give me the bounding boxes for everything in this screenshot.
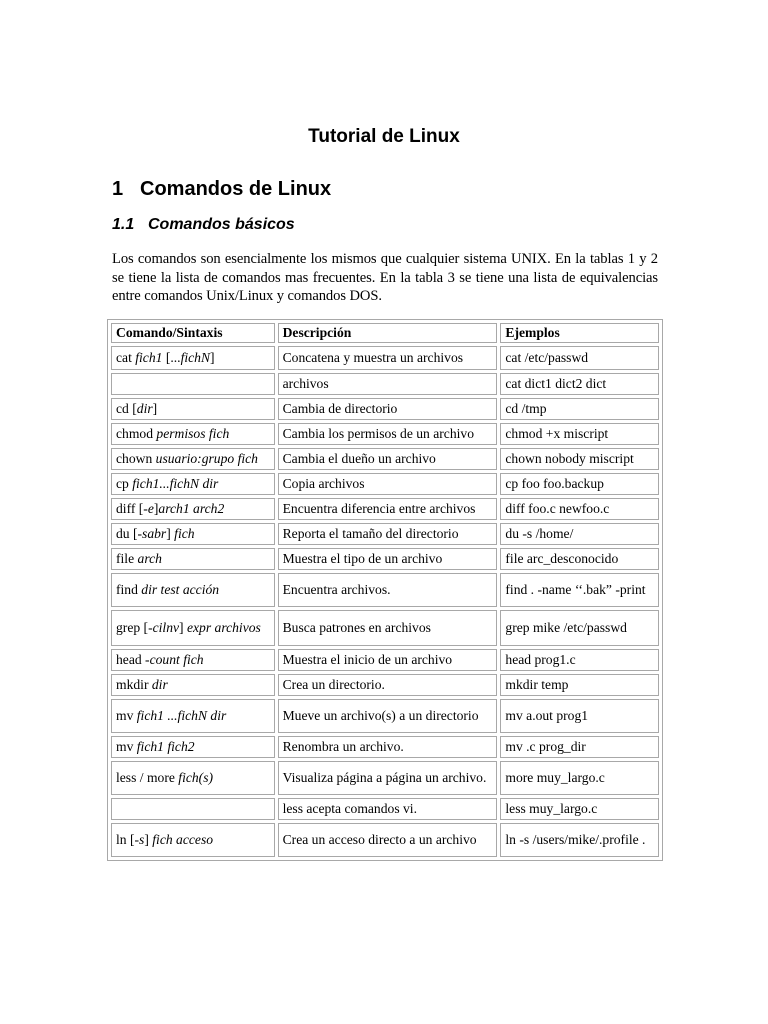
command-argument: fich(s) bbox=[178, 770, 214, 785]
table-row bbox=[111, 699, 659, 733]
command-text: du [- bbox=[116, 526, 143, 541]
header-command: Comando/Sintaxis bbox=[111, 323, 275, 343]
cell-command bbox=[111, 674, 275, 696]
cell-description: Cambia de directorio bbox=[278, 398, 498, 420]
cell-example: file arc_desconocido bbox=[500, 548, 659, 570]
cell-description: Concatena y muestra un archivos bbox=[278, 346, 498, 370]
cell-command bbox=[111, 346, 275, 370]
header-examples: Ejemplos bbox=[500, 323, 659, 343]
command-argument: dir bbox=[151, 677, 168, 692]
command-text: mv bbox=[116, 708, 137, 723]
table-row bbox=[111, 798, 659, 820]
command-text: cd [ bbox=[116, 401, 137, 416]
command-argument: sabr bbox=[142, 526, 167, 541]
table-row bbox=[111, 736, 659, 758]
cell-description: Encuentra archivos. bbox=[278, 573, 498, 607]
cell-command bbox=[111, 798, 275, 820]
cell-command bbox=[111, 823, 275, 857]
command-text: ] bbox=[152, 401, 158, 416]
cell-description: Visualiza página a página un archivo. bbox=[278, 761, 498, 795]
command-text: [... bbox=[162, 350, 181, 365]
cell-example: diff foo.c newfoo.c bbox=[500, 498, 659, 520]
cell-example: mv .c prog_dir bbox=[500, 736, 659, 758]
document-title: Tutorial de Linux bbox=[308, 126, 460, 147]
command-text: ln [- bbox=[116, 832, 140, 847]
subsection-number: 1.1 bbox=[112, 216, 135, 233]
subsection-title: Comandos básicos bbox=[148, 216, 295, 233]
cell-description: Encuentra diferencia entre archivos bbox=[278, 498, 498, 520]
command-text: mv bbox=[116, 739, 137, 754]
cell-command bbox=[111, 398, 275, 420]
command-text: grep [- bbox=[116, 620, 153, 635]
cell-command bbox=[111, 423, 275, 445]
command-text: cp bbox=[116, 476, 133, 491]
command-text: head - bbox=[116, 652, 150, 667]
command-argument: arch1 arch2 bbox=[158, 501, 225, 516]
table-row bbox=[111, 674, 659, 696]
cell-description: Crea un directorio. bbox=[278, 674, 498, 696]
table-row bbox=[111, 573, 659, 607]
cell-command bbox=[111, 736, 275, 758]
cell-command bbox=[111, 523, 275, 545]
command-argument: permisos fich bbox=[156, 426, 230, 441]
command-text: ] bbox=[166, 526, 175, 541]
cell-description: Cambia el dueño un archivo bbox=[278, 448, 498, 470]
command-argument: s bbox=[139, 832, 145, 847]
commands-table bbox=[107, 319, 663, 861]
cell-command bbox=[111, 498, 275, 520]
table-row bbox=[111, 346, 659, 370]
cell-description: Busca patrones en archivos bbox=[278, 610, 498, 646]
command-argument: fich bbox=[174, 526, 195, 541]
command-text: ] bbox=[153, 501, 159, 516]
cell-command bbox=[111, 573, 275, 607]
cell-example: cat /etc/passwd bbox=[500, 346, 659, 370]
cell-description: archivos bbox=[278, 373, 498, 395]
table-row bbox=[111, 610, 659, 646]
command-argument: fich acceso bbox=[152, 832, 214, 847]
command-text: ] bbox=[210, 350, 215, 365]
command-text: chown bbox=[116, 451, 156, 466]
command-argument: usuario:grupo fich bbox=[155, 451, 258, 466]
cell-example: cd /tmp bbox=[500, 398, 659, 420]
table-row bbox=[111, 498, 659, 520]
header-description: Descripción bbox=[278, 323, 498, 343]
cell-description: Mueve un archivo(s) a un directorio bbox=[278, 699, 498, 733]
cell-example: find . -name ‘‘.bak” -print bbox=[500, 573, 659, 607]
table-header-row bbox=[111, 323, 659, 343]
command-argument: dir bbox=[136, 401, 153, 416]
intro-paragraph: Los comandos son esencialmente los mismos que cualquier sistema UNIX. En la tablas 1 y 2 se tiene la lista de comandos mas frecuentes. En la tabla 3 se tiene una lista de equivalencias entre comandos Unix/Linux y comandos DOS. bbox=[112, 251, 658, 304]
command-argument: fich1 bbox=[135, 350, 163, 365]
table-row bbox=[111, 398, 659, 420]
command-text: mkdir bbox=[116, 677, 152, 692]
cell-example: ln -s /users/mike/.profile . bbox=[500, 823, 659, 857]
command-argument: arch bbox=[137, 551, 162, 566]
command-argument: fich1...fichN dir bbox=[132, 476, 219, 491]
table-row bbox=[111, 761, 659, 795]
cell-description: Copia archivos bbox=[278, 473, 498, 495]
command-argument: dir test acción bbox=[141, 582, 220, 597]
cell-example: cp foo foo.backup bbox=[500, 473, 659, 495]
command-text: file bbox=[116, 551, 138, 566]
command-argument: fichN bbox=[180, 350, 211, 365]
cell-command bbox=[111, 699, 275, 733]
table-row bbox=[111, 523, 659, 545]
cell-command bbox=[111, 448, 275, 470]
cell-description: Muestra el tipo de un archivo bbox=[278, 548, 498, 570]
cell-example: head prog1.c bbox=[500, 649, 659, 671]
command-text: find bbox=[116, 582, 142, 597]
cell-example: grep mike /etc/passwd bbox=[500, 610, 659, 646]
command-text: chmod bbox=[116, 426, 157, 441]
command-text: ] bbox=[179, 620, 187, 635]
cell-description: Muestra el inicio de un archivo bbox=[278, 649, 498, 671]
table-body bbox=[111, 346, 659, 857]
command-text: cat bbox=[116, 350, 136, 365]
cell-description: less acepta comandos vi. bbox=[278, 798, 498, 820]
cell-description: Reporta el tamaño del directorio bbox=[278, 523, 498, 545]
cell-example: cat dict1 dict2 dict bbox=[500, 373, 659, 395]
cell-description: Crea un acceso directo a un archivo bbox=[278, 823, 498, 857]
cell-command bbox=[111, 473, 275, 495]
table-row bbox=[111, 423, 659, 445]
cell-example: chown nobody miscript bbox=[500, 448, 659, 470]
cell-command bbox=[111, 548, 275, 570]
section-title: Comandos de Linux bbox=[140, 178, 332, 200]
table-row bbox=[111, 373, 659, 395]
command-text: less / more bbox=[116, 770, 179, 785]
command-argument: expr archivos bbox=[186, 620, 261, 635]
section-number: 1 bbox=[112, 178, 124, 200]
command-argument: cilnv bbox=[152, 620, 180, 635]
table-row bbox=[111, 823, 659, 857]
cell-example: mkdir temp bbox=[500, 674, 659, 696]
command-argument: count fich bbox=[149, 652, 204, 667]
section-heading bbox=[112, 178, 331, 201]
table-row bbox=[111, 649, 659, 671]
cell-description: Cambia los permisos de un archivo bbox=[278, 423, 498, 445]
subsection-heading bbox=[112, 216, 295, 234]
cell-example: less muy_largo.c bbox=[500, 798, 659, 820]
cell-command bbox=[111, 761, 275, 795]
cell-example: du -s /home/ bbox=[500, 523, 659, 545]
table-row bbox=[111, 548, 659, 570]
command-argument: fich1 fich2 bbox=[136, 739, 195, 754]
cell-description: Renombra un archivo. bbox=[278, 736, 498, 758]
cell-command bbox=[111, 373, 275, 395]
cell-command bbox=[111, 649, 275, 671]
table-row bbox=[111, 448, 659, 470]
cell-example: more muy_largo.c bbox=[500, 761, 659, 795]
table-row bbox=[111, 473, 659, 495]
cell-example: chmod +x miscript bbox=[500, 423, 659, 445]
command-text: ] bbox=[144, 832, 153, 847]
command-argument: fich1 ...fichN dir bbox=[136, 708, 227, 723]
cell-command bbox=[111, 610, 275, 646]
cell-example: mv a.out prog1 bbox=[500, 699, 659, 733]
command-text: diff [- bbox=[116, 501, 148, 516]
command-argument: e bbox=[147, 501, 154, 516]
